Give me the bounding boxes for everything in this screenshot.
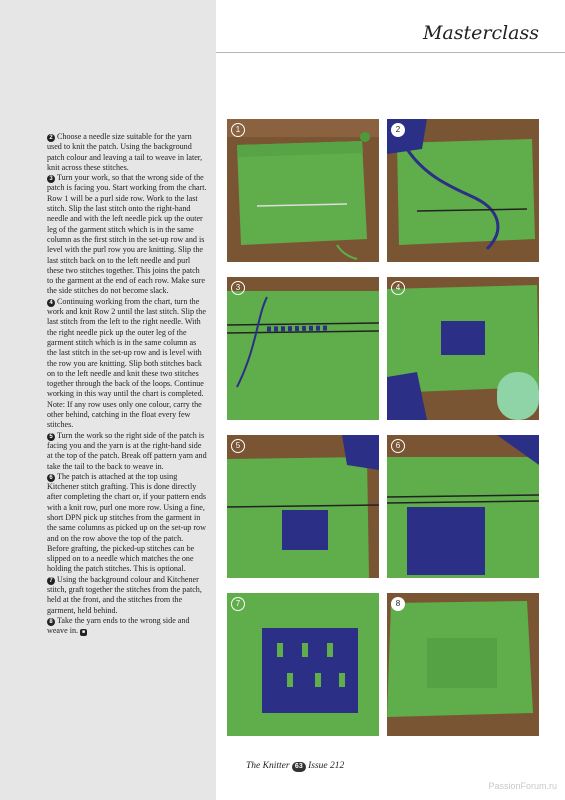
photo-2	[387, 119, 539, 262]
step-text: The patch is attached at the top using Kitchener stitch grafting. This is done directly after completing the chart or, if your pattern ends with a knit row, purl one more row. Using a fine, short DPN pick up stitches from the garment in the same columns as picked up on the set-up row and on the row above the top of the patch. Before grafting, the picked-up stitches can be slipped on to a needle which matches the one holding the patch stitches. This is optional.	[47, 471, 207, 574]
photo-number: 8	[391, 597, 405, 611]
photo-1	[227, 119, 379, 262]
issue-number: Issue 212	[308, 761, 345, 771]
step-5	[47, 431, 207, 472]
knitting-photo-8-image	[387, 593, 539, 736]
photo-5	[227, 435, 379, 578]
photo-4	[387, 277, 539, 420]
section-title: Masterclass	[422, 22, 539, 44]
step-6	[47, 472, 207, 575]
step-text: Take the yarn ends to the wrong side and weave in.	[47, 615, 190, 636]
step-text: Turn your work, so that the wrong side of the patch is facing you. Start working from the chart. Row 1 will be a purl side row. Work to the last stitch. Slip the last stitch onto the right-hand needle and with the left needle pick up the outer leg of the garment stitch which is in the same column as the first stitch in the set-up row and is level with the purl row you are knitting. Slip the last stitch back on to the left needle and purl these two stitches together. This joins the patch to the garment at the end of each row. Make sure the side stitches do not become slack.	[47, 173, 207, 296]
step-text: Choose a needle size suitable for the yarn used to knit the patch. Using the background patch colour and leaving a tail to weave in later, knit across these stitches.	[47, 132, 203, 172]
step-number: 5	[47, 433, 55, 441]
knitting-photo-1-image	[227, 119, 379, 262]
step-number: 8	[47, 618, 55, 626]
note: Note: If any row uses only one colour, carry the other behind, catching in the float every few stitches.	[47, 399, 202, 430]
step-3	[47, 173, 207, 297]
step-text: Using the background colour and Kitchener stitch, graft together the stitches from the patch, held at the front, and the stitches from the garment, held behind.	[47, 574, 202, 615]
knitting-photo-2-image	[387, 119, 539, 262]
knitting-photo-3-image	[227, 277, 379, 420]
photo-number: 5	[231, 439, 245, 453]
knitting-photo-7-image	[227, 593, 379, 736]
step-number: 6	[47, 474, 55, 482]
step-2	[47, 132, 207, 173]
knitting-photo-6-image	[387, 435, 539, 578]
photo-3	[227, 277, 379, 420]
photo-number: 2	[391, 123, 405, 137]
photo-number: 1	[231, 123, 245, 137]
knitting-photo-5-image	[227, 435, 379, 578]
step-number: 7	[47, 577, 55, 585]
photo-number: 6	[391, 439, 405, 453]
step-number: 2	[47, 134, 55, 142]
photo-7	[227, 593, 379, 736]
step-4	[47, 297, 207, 400]
page-footer	[246, 761, 344, 772]
step-text: Continuing working from the chart, turn the work and knit Row 2 until the last stitch. Slip the last stitch from the left to the right needle. With the right needle pick up the outer leg of the garment stitch which is in the same column as the last stitch in the set-up row and is level with the row you are knitting. Slip both stitches back on to the left needle and knit these two stitches together through the back of the loops. Continue working in this way until the chart is completed.	[47, 296, 206, 399]
photo-number: 4	[391, 281, 405, 295]
photo-8	[387, 593, 539, 736]
watermark: PassionForum.ru	[488, 781, 557, 791]
photo-number: 7	[231, 597, 245, 611]
header-divider	[216, 52, 565, 53]
photo-6	[387, 435, 539, 578]
knitting-photo-4-image	[387, 277, 539, 420]
instructions-column	[47, 132, 207, 637]
page-number: 63	[292, 762, 306, 772]
magazine-name: The Knitter	[246, 761, 290, 771]
photo-number: 3	[231, 281, 245, 295]
end-mark-icon: ■	[82, 629, 86, 636]
step-number: 4	[47, 299, 55, 307]
step-8	[47, 616, 207, 637]
step-number: 3	[47, 175, 55, 183]
step-text: Turn the work so the right side of the patch is facing you and the yarn is at the right-hand side at the top of the patch. Break off pattern yarn and take the tail to the back to weave in.	[47, 430, 207, 471]
step-7	[47, 575, 207, 616]
